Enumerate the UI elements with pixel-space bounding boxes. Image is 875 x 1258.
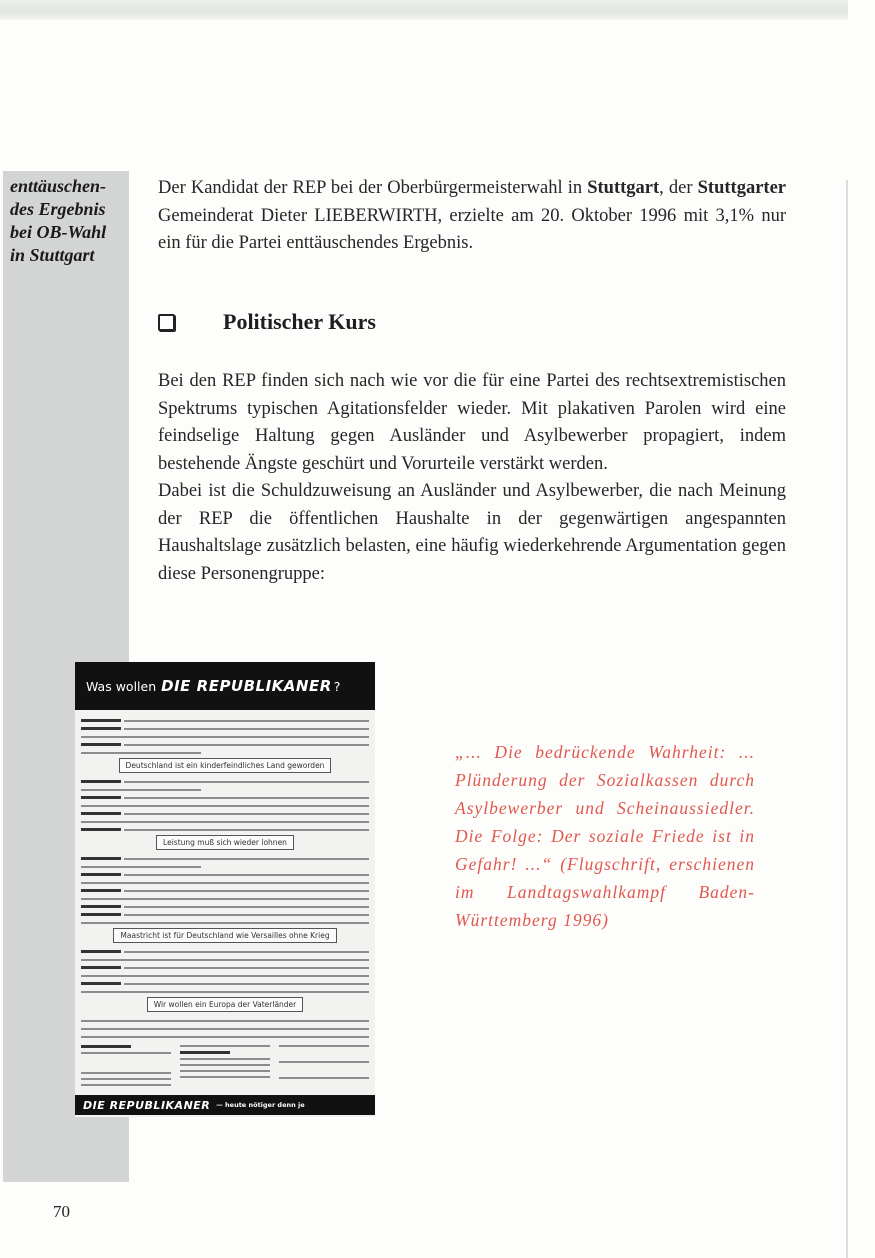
flyer-quote [455, 738, 755, 934]
page-number: 70 [53, 1202, 70, 1221]
flyer-slogan-box: Leistung muß sich wieder lohnen [156, 835, 294, 850]
margin-note-line: in Stuttgart [10, 245, 95, 265]
flyer-header [75, 662, 375, 710]
page-edge-rule [846, 180, 848, 1258]
checkbox-icon [158, 314, 175, 331]
margin-note [10, 175, 130, 267]
flyer-footer-brand: DIE REPUBLIKANER [83, 1098, 211, 1112]
flyer-body [81, 718, 369, 1105]
quote-source: (Flugschrift, erschienen im Landtagswahlkampf Baden-Württemberg 1996) [455, 854, 755, 930]
margin-note-line: bei OB-Wahl [10, 222, 107, 242]
quote-text: „... Die bedrückende Wahrheit: ... Plünderung der Sozialkassen durch Asylbewerber und Scheinaussiedler. Die Folge: Der soziale Friede ist in Gefahr! ...“ [455, 742, 755, 874]
bold-run-stuttgarter: Stuttgarter [697, 178, 786, 198]
text-run: , der [659, 178, 698, 198]
flyer-footer [75, 1095, 375, 1115]
flyer-image [75, 662, 375, 1117]
flyer-header-prefix: Was wollen [86, 678, 157, 694]
flyer-header-brand: DIE REPUBLIKANER [161, 677, 332, 695]
margin-note-line: enttäuschen- [10, 176, 107, 196]
margin-note-line: des Ergebnis [10, 199, 106, 219]
flyer-slogan-box: Wir wollen ein Europa der Vaterländer [147, 997, 304, 1012]
text-run: Gemeinderat Dieter LIEBERWIRTH, erzielte am 20. Oktober 1996 mit 3,1% nur ein für die Partei enttäuschendes Ergebnis. [158, 205, 786, 253]
section-heading [158, 305, 376, 339]
paragraph-election-result [158, 175, 786, 258]
flyer-slogan-box: Deutschland ist ein kinderfeindliches Land geworden [119, 758, 332, 773]
text-run: Der Kandidat der REP bei der Oberbürgermeisterwahl in [158, 178, 588, 198]
bold-run-stuttgart: Stuttgart [587, 178, 660, 198]
flyer-slogan-box: Maastricht ist für Deutschland wie Versailles ohne Krieg [113, 928, 336, 943]
paragraph-political-course [158, 368, 786, 588]
paragraph-agitation: Bei den REP finden sich nach wie vor die für eine Partei des rechtsextremistischen Spektrums typischen Agitationsfelder wieder. Mit plakativen Parolen wird eine feindselige Haltung gegen Ausländer und Asylbewerber propagiert, indem bestehende Ängste geschürt und Vorurteile verstärkt werden. [158, 371, 786, 474]
paragraph-blame: Dabei ist die Schuldzuweisung an Ausländer und Asylbewerber, die nach Meinung der REP die öffentlichen Haushalte in der gegenwärtigen angespannten Haushaltslage zusätzlich belasten, eine häufig wiederkehrende Argumentation gegen diese Personengruppe: [158, 481, 786, 584]
section-title: Politischer Kurs [223, 309, 376, 334]
flyer-header-suffix: ? [333, 678, 341, 694]
flyer-footer-slogan: — heute nötiger denn je [216, 1101, 305, 1109]
scan-top-shadow [0, 0, 848, 20]
